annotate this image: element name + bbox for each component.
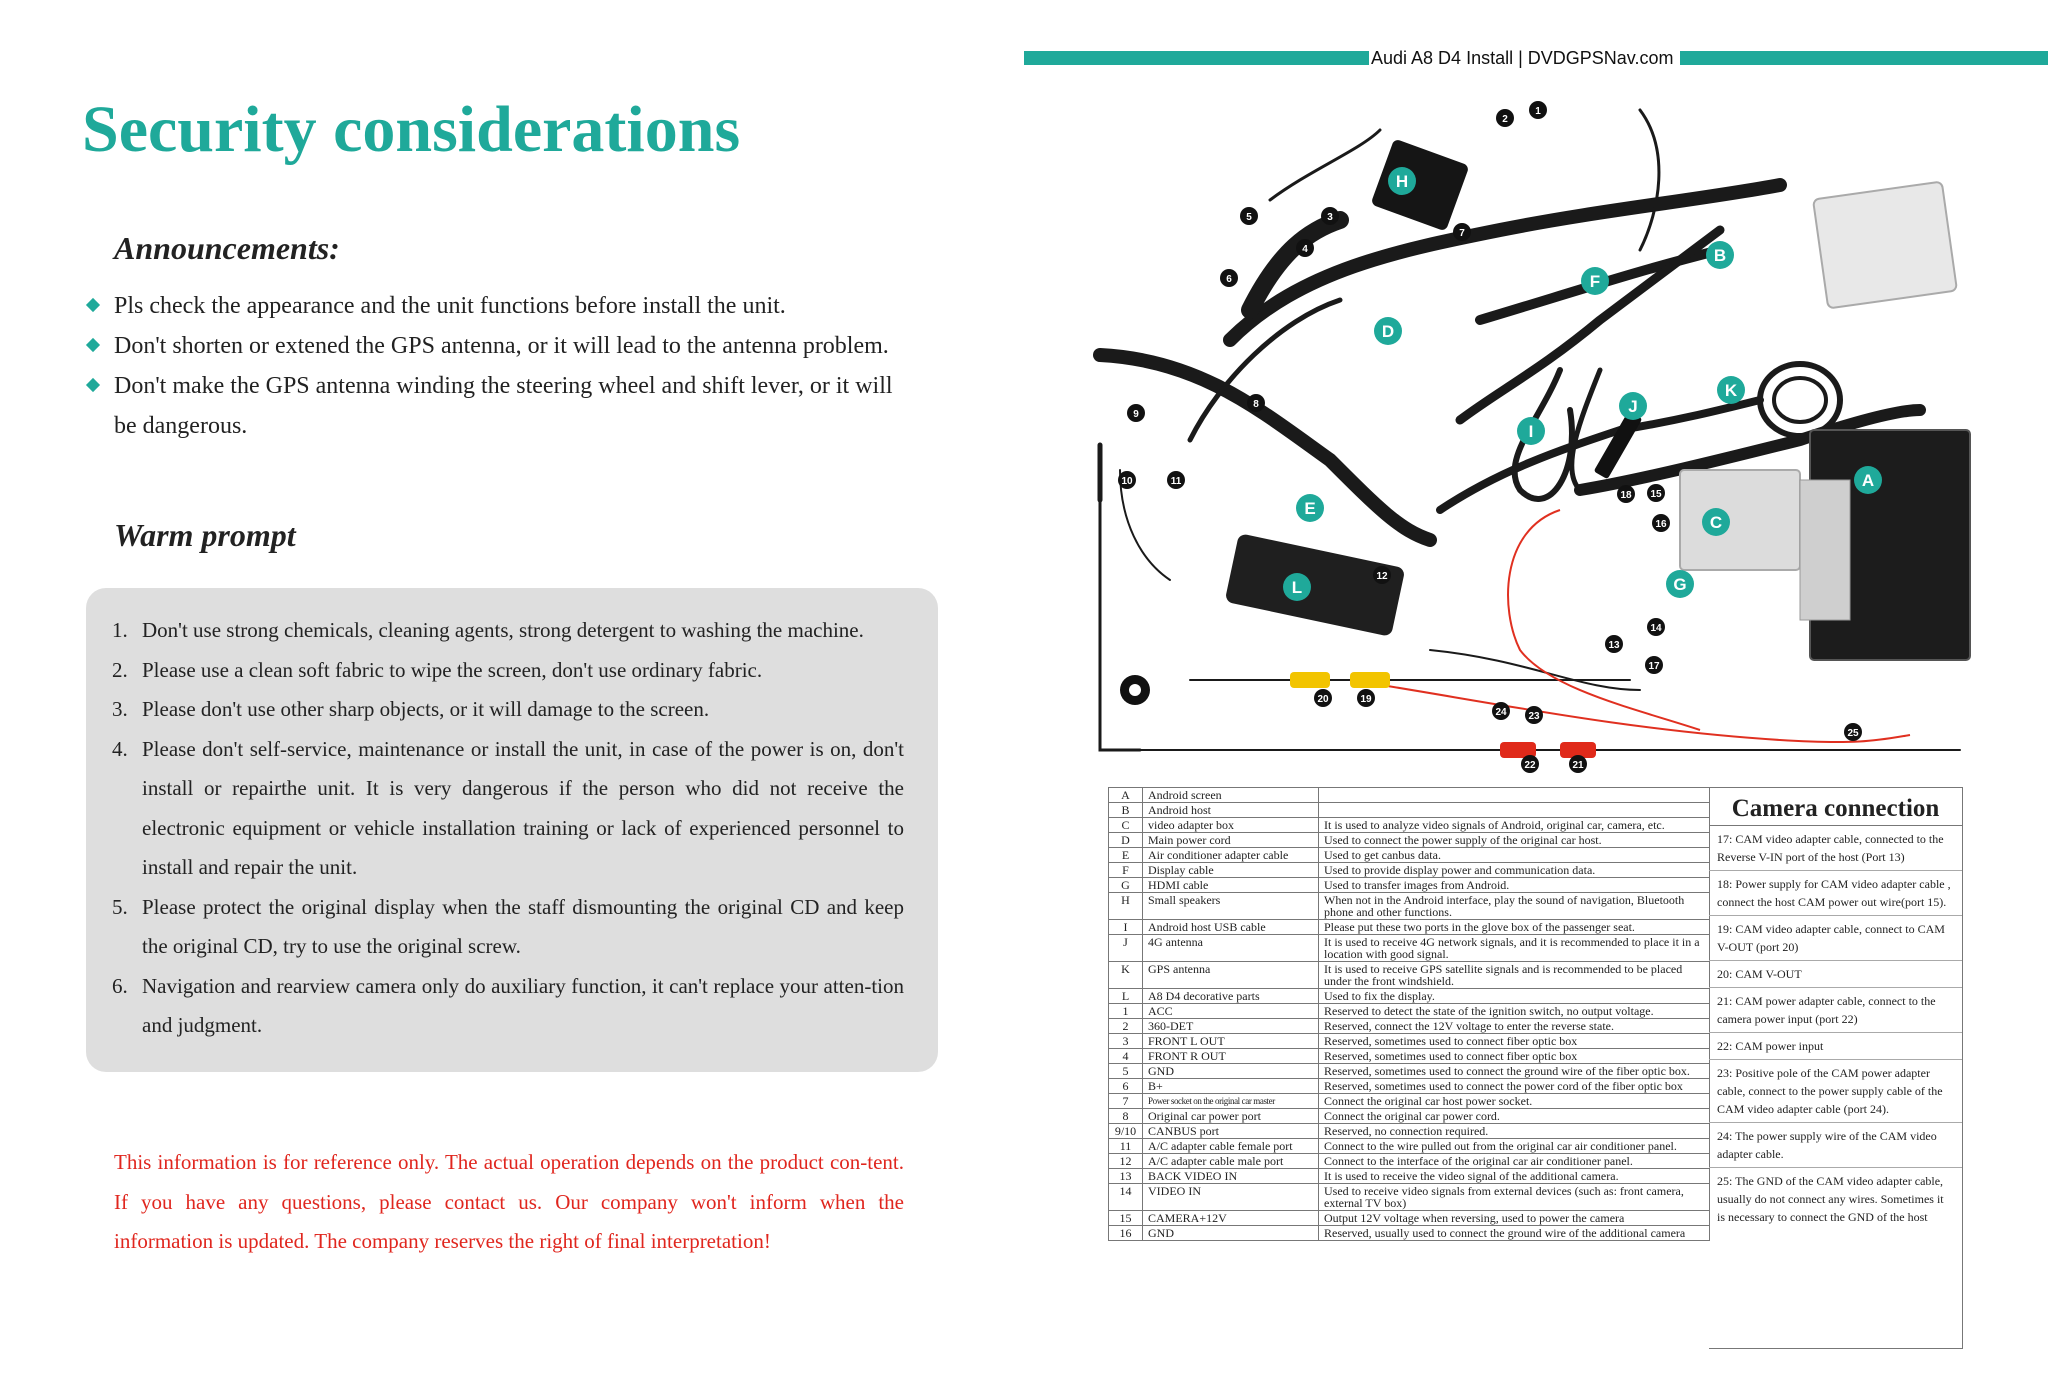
table-row	[1109, 1094, 1710, 1109]
table-cell-id: 7	[1109, 1094, 1143, 1109]
label-K	[1717, 376, 1745, 404]
label-L	[1283, 573, 1311, 601]
label-9	[1127, 404, 1145, 422]
wiring-diagram	[1080, 90, 2000, 780]
table-row	[1109, 1109, 1710, 1124]
table-cell-name: A8 D4 decorative parts	[1143, 989, 1319, 1004]
svg-text:7: 7	[1459, 228, 1465, 239]
svg-text:16: 16	[1655, 519, 1667, 530]
warm-prompt-heading: Warm prompt	[114, 517, 296, 553]
table-cell-desc: It is used to analyze video signals of Android, original car, camera, etc.	[1319, 818, 1710, 833]
table-cell-desc	[1319, 803, 1710, 818]
svg-text:D: D	[1381, 322, 1395, 341]
table-cell-desc: Reserved, no connection required.	[1319, 1124, 1710, 1139]
parts-spec-table-body	[1109, 788, 1710, 1241]
table-cell-id: F	[1109, 863, 1143, 878]
table-cell-name: Display cable	[1143, 863, 1319, 878]
label-24	[1492, 702, 1510, 720]
table-cell-id: G	[1109, 878, 1143, 893]
table-cell-desc: Connect to the wire pulled out from the original car air conditioner panel.	[1319, 1139, 1710, 1154]
table-row	[1109, 935, 1710, 962]
table-row	[1109, 1124, 1710, 1139]
rca-connector-yellow	[1290, 672, 1330, 688]
table-cell-desc: It is used to receive 4G network signals, and it is recommended to place it in a location with good signal.	[1319, 935, 1710, 962]
list-item: 4. Please don't self-service, maintenance or install the unit, in case of the power is on, don't install or repairthe unit. It is very dangerous if the person who did not receive the electronic equipment or vehicle installation training or lack of experienced personnel to install and repair the unit.	[112, 736, 904, 879]
table-cell-name: FRONT R OUT	[1143, 1049, 1319, 1064]
screen-bracket	[1800, 480, 1850, 620]
table-cell-id: 16	[1109, 1226, 1143, 1241]
camera-connection-items	[1709, 826, 1962, 1230]
camera-connection-item: 22: CAM power input	[1709, 1033, 1962, 1060]
svg-text:25: 25	[1847, 728, 1859, 739]
label-7	[1453, 223, 1471, 241]
table-cell-desc: Used to receive video signals from external devices (such as: front camera, external TV box)	[1319, 1184, 1710, 1211]
list-item: 1. Don't use strong chemicals, cleaning agents, strong detergent to washing the machine.	[112, 618, 864, 642]
label-6	[1220, 269, 1238, 287]
table-cell-desc	[1319, 788, 1710, 803]
table-cell-desc: Used to provide display power and communication data.	[1319, 863, 1710, 878]
camera-connection-item: 24: The power supply wire of the CAM video adapter cable.	[1709, 1123, 1962, 1168]
table-cell-desc: Connect the original car power cord.	[1319, 1109, 1710, 1124]
table-cell-name: Android host	[1143, 803, 1319, 818]
svg-text:E: E	[1304, 499, 1316, 518]
table-row	[1109, 1139, 1710, 1154]
list-item: 6. Navigation and rearview camera only do auxiliary function, it can't replace your atten-tion and judgment.	[112, 973, 904, 1037]
list-item: 3. Please don't use other sharp objects, or it will damage to the screen.	[112, 697, 710, 721]
svg-text:4: 4	[1302, 244, 1308, 255]
table-cell-id: 2	[1109, 1019, 1143, 1034]
table-cell-id: 8	[1109, 1109, 1143, 1124]
svg-text:6: 6	[1226, 274, 1232, 285]
svg-text:F: F	[1589, 272, 1601, 291]
table-cell-name: 4G antenna	[1143, 935, 1319, 962]
svg-text:J: J	[1628, 397, 1638, 416]
table-cell-id: 15	[1109, 1211, 1143, 1226]
table-cell-id: 6	[1109, 1079, 1143, 1094]
header-text: Audi A8 D4 Install | DVDGPSNav.com	[1371, 48, 1674, 68]
svg-text:13: 13	[1608, 640, 1620, 651]
svg-text:B: B	[1713, 246, 1727, 265]
table-cell-desc: Reserved, sometimes used to connect fiber optic box	[1319, 1049, 1710, 1064]
camera-connection-item: 25: The GND of the CAM video adapter cable, usually do not connect any wires. Sometimes it is necessary to connect the GND of the host	[1717, 1174, 1944, 1224]
camera-connection-title: Camera connection	[1709, 788, 1962, 826]
table-cell-desc: Connect the original car host power socket.	[1319, 1094, 1710, 1109]
table-cell-id: I	[1109, 920, 1143, 935]
table-cell-desc: Reserved to detect the state of the ignition switch, no output voltage.	[1319, 1004, 1710, 1019]
label-16	[1652, 514, 1670, 532]
table-cell-name: CANBUS port	[1143, 1124, 1319, 1139]
table-cell-desc: Connect to the interface of the original car air conditioner panel.	[1319, 1154, 1710, 1169]
table-row	[1109, 893, 1710, 920]
page-title: Security considerations	[82, 93, 741, 166]
table-cell-name: 360-DET	[1143, 1019, 1319, 1034]
table-row	[1109, 1019, 1710, 1034]
table-row	[1109, 1226, 1710, 1241]
table-row	[1109, 1154, 1710, 1169]
diamond-bullet-icon	[86, 338, 100, 352]
table-cell-id: H	[1109, 893, 1143, 920]
label-14	[1647, 618, 1665, 636]
table-cell-name: B+	[1143, 1079, 1319, 1094]
svg-text:14: 14	[1650, 623, 1662, 634]
table-cell-desc: Reserved, sometimes used to connect the ground wire of the fiber optic box.	[1319, 1064, 1710, 1079]
label-B	[1706, 241, 1734, 269]
svg-text:23: 23	[1528, 711, 1540, 722]
announcements-list	[84, 286, 944, 446]
label-8	[1247, 394, 1265, 412]
label-13	[1605, 635, 1623, 653]
table-cell-id: 14	[1109, 1184, 1143, 1211]
label-H	[1388, 167, 1416, 195]
table-cell-name: GND	[1143, 1064, 1319, 1079]
table-cell-id: L	[1109, 989, 1143, 1004]
svg-text:18: 18	[1620, 490, 1632, 501]
svg-text:H: H	[1395, 172, 1409, 191]
label-J	[1619, 392, 1647, 420]
list-item: 5. Please protect the original display when the staff dismounting the original CD and keep the original CD, try to use the original screw.	[112, 894, 904, 958]
table-cell-id: J	[1109, 935, 1143, 962]
table-cell-name: BACK VIDEO IN	[1143, 1169, 1319, 1184]
table-cell-id: 4	[1109, 1049, 1143, 1064]
table-cell-desc: It is used to receive GPS satellite signals and is recommended to be placed under the front windshield.	[1319, 962, 1710, 989]
label-D	[1374, 317, 1402, 345]
svg-text:22: 22	[1524, 760, 1536, 771]
label-11	[1167, 471, 1185, 489]
svg-text:2: 2	[1502, 114, 1508, 125]
table-cell-id: C	[1109, 818, 1143, 833]
table-cell-name: CAMERA+12V	[1143, 1211, 1319, 1226]
camera-connection-item: 19: CAM video adapter cable, connect to CAM V-OUT (port 20)	[1709, 916, 1962, 961]
table-cell-name: Android screen	[1143, 788, 1319, 803]
svg-text:15: 15	[1650, 489, 1662, 500]
table-cell-desc: Used to transfer images from Android.	[1319, 878, 1710, 893]
diamond-bullet-icon	[86, 298, 100, 312]
table-row	[1109, 878, 1710, 893]
table-cell-name: Main power cord	[1143, 833, 1319, 848]
table-cell-name: Android host USB cable	[1143, 920, 1319, 935]
label-21	[1569, 755, 1587, 773]
label-1	[1529, 101, 1547, 119]
label-12	[1373, 566, 1391, 584]
video-adapter-box	[1680, 470, 1800, 570]
svg-text:20: 20	[1317, 694, 1329, 705]
table-row	[1109, 1034, 1710, 1049]
4g-antenna	[1594, 411, 1643, 480]
table-cell-name: Original car power port	[1143, 1109, 1319, 1124]
table-cell-id: B	[1109, 803, 1143, 818]
table-cell-name: Power socket on the original car master	[1143, 1094, 1319, 1109]
table-row	[1109, 1184, 1710, 1211]
svg-text:19: 19	[1360, 694, 1372, 705]
svg-text:I: I	[1528, 422, 1534, 441]
table-cell-desc: When not in the Android interface, play the sound of navigation, Bluetooth phone and other functions.	[1319, 893, 1710, 920]
table-cell-name: GND	[1143, 1226, 1319, 1241]
table-cell-name: VIDEO IN	[1143, 1184, 1319, 1211]
label-22	[1521, 755, 1539, 773]
table-cell-id: 3	[1109, 1034, 1143, 1049]
svg-text:21: 21	[1572, 760, 1584, 771]
svg-text:24: 24	[1495, 707, 1507, 718]
table-cell-desc: Used to fix the display.	[1319, 989, 1710, 1004]
table-cell-id: D	[1109, 833, 1143, 848]
svg-text:17: 17	[1648, 661, 1660, 672]
label-F	[1581, 267, 1609, 295]
table-row	[1109, 1211, 1710, 1226]
table-cell-desc: Reserved, sometimes used to connect the power cord of the fiber optic box	[1319, 1079, 1710, 1094]
svg-text:G: G	[1673, 575, 1687, 594]
svg-text:10: 10	[1121, 476, 1133, 487]
label-E	[1296, 494, 1324, 522]
table-row	[1109, 1079, 1710, 1094]
list-item: 2. Please use a clean soft fabric to wipe the screen, don't use ordinary fabric.	[112, 657, 763, 682]
table-cell-desc: Reserved, connect the 12V voltage to enter the reverse state.	[1319, 1019, 1710, 1034]
svg-text:5: 5	[1246, 212, 1252, 223]
table-cell-name: video adapter box	[1143, 818, 1319, 833]
camera-connection-item: 21: CAM power adapter cable, connect to the camera power input (port 22)	[1709, 988, 1962, 1033]
parts-spec-table	[1108, 787, 1710, 1241]
table-cell-name: A/C adapter cable female port	[1143, 1139, 1319, 1154]
disclaimer-notice: This information is for reference only. The actual operation depends on the product con-tent. If you have any questions, please contact us. Our company won't inform when the information is updated. The company reserves the right of final interpretation!	[114, 1150, 904, 1253]
header-bar-left	[1024, 51, 1369, 65]
svg-text:8: 8	[1253, 399, 1259, 410]
svg-text:3: 3	[1327, 212, 1333, 223]
android-host-box	[1813, 181, 1957, 308]
svg-text:K: K	[1724, 381, 1738, 400]
label-15	[1647, 484, 1665, 502]
diamond-bullet-icon	[86, 378, 100, 392]
label-I	[1517, 417, 1545, 445]
label-25	[1844, 723, 1862, 741]
rca-connector-yellow	[1350, 672, 1390, 688]
table-cell-name: ACC	[1143, 1004, 1319, 1019]
announcements-heading: Announcements:	[114, 230, 340, 266]
table-cell-id: K	[1109, 962, 1143, 989]
label-G	[1666, 570, 1694, 598]
table-cell-name: A/C adapter cable male port	[1143, 1154, 1319, 1169]
table-row	[1109, 1049, 1710, 1064]
label-19	[1357, 689, 1375, 707]
table-cell-desc: Reserved, sometimes used to connect fiber optic box	[1319, 1034, 1710, 1049]
table-row	[1109, 788, 1710, 803]
list-item: Pls check the appearance and the unit functions before install the unit.	[84, 286, 944, 326]
label-17	[1645, 656, 1663, 674]
camera-connection-item: 18: Power supply for CAM video adapter cable , connect the host CAM power out wire(port 15).	[1709, 871, 1962, 916]
table-row	[1109, 920, 1710, 935]
table-cell-name: GPS antenna	[1143, 962, 1319, 989]
svg-text:C: C	[1709, 513, 1723, 532]
table-cell-desc: Reserved, usually used to connect the ground wire of the additional camera	[1319, 1226, 1710, 1241]
warm-prompt-list	[112, 611, 904, 1046]
svg-text:11: 11	[1170, 476, 1182, 487]
table-cell-desc: Used to connect the power supply of the original car host.	[1319, 833, 1710, 848]
table-row	[1109, 803, 1710, 818]
label-3	[1321, 207, 1339, 225]
header-bar-right	[1680, 51, 2048, 65]
label-20	[1314, 689, 1332, 707]
table-cell-id: 12	[1109, 1154, 1143, 1169]
table-cell-name: HDMI cable	[1143, 878, 1319, 893]
table-row	[1109, 1004, 1710, 1019]
camera-connection-item: 23: Positive pole of the CAM power adapter cable, connect to the power supply cable of the CAM video adapter cable (port 24).	[1709, 1060, 1962, 1123]
label-23	[1525, 706, 1543, 724]
camera-connection-panel	[1709, 787, 1963, 1349]
label-A	[1854, 466, 1882, 494]
label-5	[1240, 207, 1258, 225]
table-cell-desc: Used to get canbus data.	[1319, 848, 1710, 863]
table-cell-name: FRONT L OUT	[1143, 1034, 1319, 1049]
svg-text:A: A	[1861, 471, 1875, 490]
camera-connection-item: 20: CAM V-OUT	[1709, 961, 1962, 988]
svg-text:12: 12	[1376, 571, 1388, 582]
table-row	[1109, 1169, 1710, 1184]
table-cell-id: 13	[1109, 1169, 1143, 1184]
table-row	[1109, 833, 1710, 848]
svg-text:9: 9	[1133, 409, 1139, 420]
decorative-parts	[1225, 533, 1406, 637]
small-speaker	[1370, 138, 1469, 231]
table-row	[1109, 818, 1710, 833]
table-cell-id: 5	[1109, 1064, 1143, 1079]
label-C	[1702, 508, 1730, 536]
label-4	[1296, 239, 1314, 257]
table-cell-id: A	[1109, 788, 1143, 803]
label-2	[1496, 109, 1514, 127]
list-item: Don't make the GPS antenna winding the steering wheel and shift lever, or it will be dangerous.	[84, 366, 914, 446]
table-row	[1109, 848, 1710, 863]
table-cell-id: 9/10	[1109, 1124, 1143, 1139]
table-row	[1109, 863, 1710, 878]
table-cell-id: E	[1109, 848, 1143, 863]
table-cell-name: Air conditioner adapter cable	[1143, 848, 1319, 863]
table-cell-desc: Output 12V voltage when reversing, used to power the camera	[1319, 1211, 1710, 1226]
table-cell-id: 1	[1109, 1004, 1143, 1019]
table-cell-name: Small speakers	[1143, 893, 1319, 920]
table-cell-desc: It is used to receive the video signal of the additional camera.	[1319, 1169, 1710, 1184]
list-item: Don't shorten or extened the GPS antenna, or it will lead to the antenna problem.	[84, 326, 944, 366]
table-cell-id: 11	[1109, 1139, 1143, 1154]
label-10	[1118, 471, 1136, 489]
label-18	[1617, 485, 1635, 503]
table-row	[1109, 989, 1710, 1004]
table-row	[1109, 962, 1710, 989]
table-cell-desc: Please put these two ports in the glove box of the passenger seat.	[1319, 920, 1710, 935]
table-row	[1109, 1064, 1710, 1079]
camera-connection-item: 17: CAM video adapter cable, connected to the Reverse V-IN port of the host (Port 13)	[1709, 826, 1962, 871]
svg-text:L: L	[1291, 578, 1303, 597]
svg-text:1: 1	[1535, 106, 1541, 117]
